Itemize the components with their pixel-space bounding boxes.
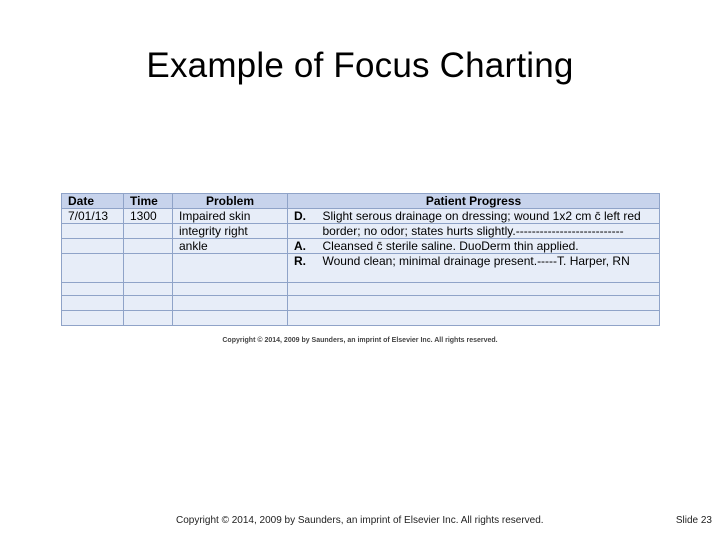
empty-cell <box>288 311 318 326</box>
cell-progress: Wound clean; minimal drainage present.-----T. Harper, RN <box>318 254 660 283</box>
empty-cell <box>62 296 124 311</box>
image-credit: Copyright © 2014, 2009 by Saunders, an imprint of Elsevier Inc. All rights reserved. <box>222 337 498 344</box>
table-row <box>62 296 660 311</box>
cell-date <box>62 239 124 254</box>
table-row <box>62 311 660 326</box>
cell-label: R. <box>288 254 318 283</box>
empty-cell <box>124 311 173 326</box>
empty-cell <box>62 311 124 326</box>
table-header-row <box>62 194 660 209</box>
cell-problem: integrity right <box>173 224 288 239</box>
table-row <box>62 224 660 239</box>
cell-progress: border; no odor; states hurts slightly.--------------------------- <box>318 224 660 239</box>
table-row <box>62 239 660 254</box>
empty-cell <box>124 296 173 311</box>
header-date: Date <box>62 194 124 209</box>
empty-cell <box>318 296 660 311</box>
cell-time <box>124 239 173 254</box>
cell-problem: Impaired skin <box>173 209 288 224</box>
cell-date <box>62 254 124 283</box>
header-problem: Problem <box>173 194 288 209</box>
empty-cell <box>318 311 660 326</box>
focus-charting-table <box>61 193 660 326</box>
cell-time: 1300 <box>124 209 173 224</box>
table-row <box>62 283 660 296</box>
empty-cell <box>318 283 660 296</box>
empty-cell <box>173 296 288 311</box>
empty-cell <box>173 311 288 326</box>
slide-number: Slide 23 <box>675 515 712 526</box>
cell-label: A. <box>288 239 318 254</box>
table-row <box>62 254 660 283</box>
cell-date <box>62 224 124 239</box>
cell-time <box>124 254 173 283</box>
header-patient-progress: Patient Progress <box>288 194 660 209</box>
header-time: Time <box>124 194 173 209</box>
empty-cell <box>288 296 318 311</box>
empty-cell <box>62 283 124 296</box>
empty-cell <box>124 283 173 296</box>
cell-progress: Cleansed c̄ sterile saline. DuoDerm thin applied. <box>318 239 660 254</box>
cell-date: 7/01/13 <box>62 209 124 224</box>
cell-label: D. <box>288 209 318 224</box>
empty-cell <box>288 283 318 296</box>
cell-label <box>288 224 318 239</box>
cell-problem <box>173 254 288 283</box>
cell-time <box>124 224 173 239</box>
footer-copyright: Copyright © 2014, 2009 by Saunders, an imprint of Elsevier Inc. All rights reserved. <box>176 515 544 526</box>
slide-title: Example of Focus Charting <box>146 46 574 85</box>
table-row <box>62 209 660 224</box>
cell-problem: ankle <box>173 239 288 254</box>
empty-cell <box>173 283 288 296</box>
cell-progress: Slight serous drainage on dressing; wound 1x2 cm c̄ left red <box>318 209 660 224</box>
